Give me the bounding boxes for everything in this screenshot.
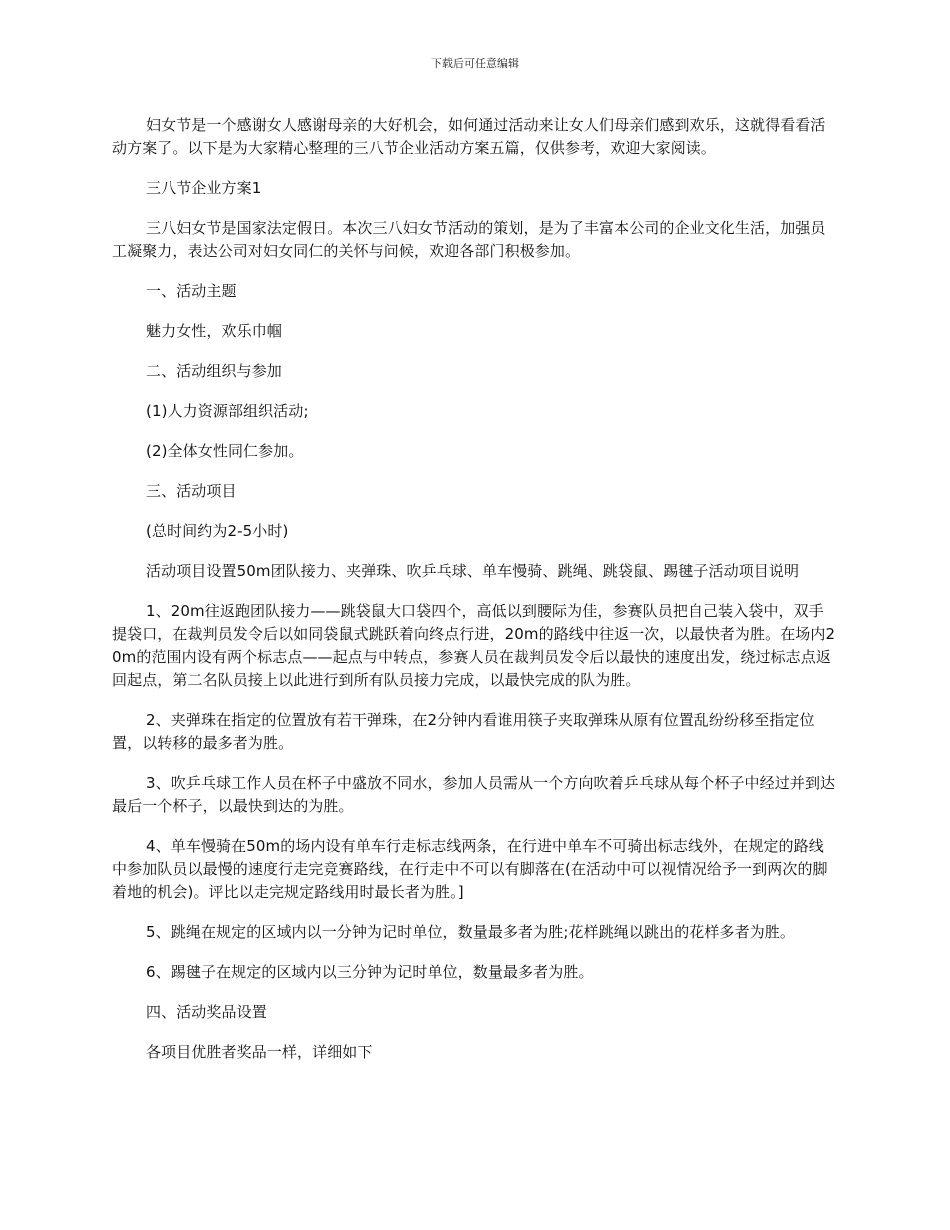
heading-prizes: 四、活动奖品设置: [146, 1003, 267, 1021]
activity-item: 2、夹弹珠在指定的位置放有若干弹珠，在2分钟内看谁用筷子夹取弹珠从原有位置乱纷纷移至指定位置，以转移的最多者为胜。: [112, 711, 815, 752]
theme-text: 魅力女性，欢乐巾帼: [146, 322, 282, 340]
intro-paragraph: 妇女节是一个感谢女人感谢母亲的大好机会，如何通过活动来让女人们母亲们感到欢乐，这就得看看活动方案了。以下是为大家精心整理的三八节企业活动方案五篇，仅供参考，欢迎大家阅读。: [112, 116, 826, 157]
activities-overview: 活动项目设置50m团队接力、夹弹珠、吹乒乓球、单车慢骑、跳绳、跳袋鼠、踢毽子活动项目说明: [146, 562, 800, 580]
activity-item: 3、吹乒乓球工作人员在杯子中盛放不同水，参加人员需从一个方向吹着乒乓球从每个杯子中经过并到达最后一个杯子，以最快到达的为胜。: [112, 774, 836, 815]
section-title: 三八节企业方案1: [146, 179, 262, 197]
organization-item: (2)全体女性同仁参加。: [146, 442, 304, 460]
prizes-text: 各项目优胜者奖品一样，详细如下: [146, 1043, 373, 1061]
activity-item: 6、踢毽子在规定的区域内以三分钟为记时单位，数量最多者为胜。: [146, 963, 594, 981]
activity-item: 5、跳绳在规定的区域内以一分钟为记时单位，数量最多者为胜;花样跳绳以跳出的花样多者为胜。: [146, 923, 796, 941]
duration-text: (总时间约为2-5小时): [146, 522, 289, 540]
organization-item: (1)人力资源部组织活动;: [146, 402, 309, 420]
paragraph: 三八妇女节是国家法定假日。本次三八妇女节活动的策划，是为了丰富本公司的企业文化生活，加强员工凝聚力，表达公司对妇女同仁的关怀与问候，欢迎各部门积极参加。: [112, 219, 826, 260]
heading-theme: 一、活动主题: [146, 282, 237, 300]
page-header: 下载后可任意编辑: [431, 57, 519, 70]
document-body: [112, 114, 838, 1081]
heading-activities: 三、活动项目: [146, 482, 237, 500]
activity-item: 1、20m往返跑团队接力——跳袋鼠大口袋四个，高低以到腰际为佳，参赛队员把自己装入袋中，双手提袋口，在裁判员发令后以如同袋鼠式跳跃着向终点行进，20m的路线中往返一次，以最快者为胜。在场内20m的范围内设有两个标志点——起点与中转点，参赛人员在裁判员发令后以最快的速度出发，绕过标志点返回起点，第二名队员接上以此进行到所有队员接力完成，以最快完成的队为胜。: [112, 602, 836, 689]
activity-item: 4、单车慢骑在50m的场内设有单车行走标志线两条，在行进中单车不可骑出标志线外，在规定的路线中参加队员以最慢的速度行走完竞赛路线，在行走中不可以有脚落在(在活动中可以视情况给予一到两次的脚着地的机会)。评比以走完规定路线用时最长者为胜。]: [112, 837, 828, 901]
heading-organization: 二、活动组织与参加: [146, 362, 282, 380]
